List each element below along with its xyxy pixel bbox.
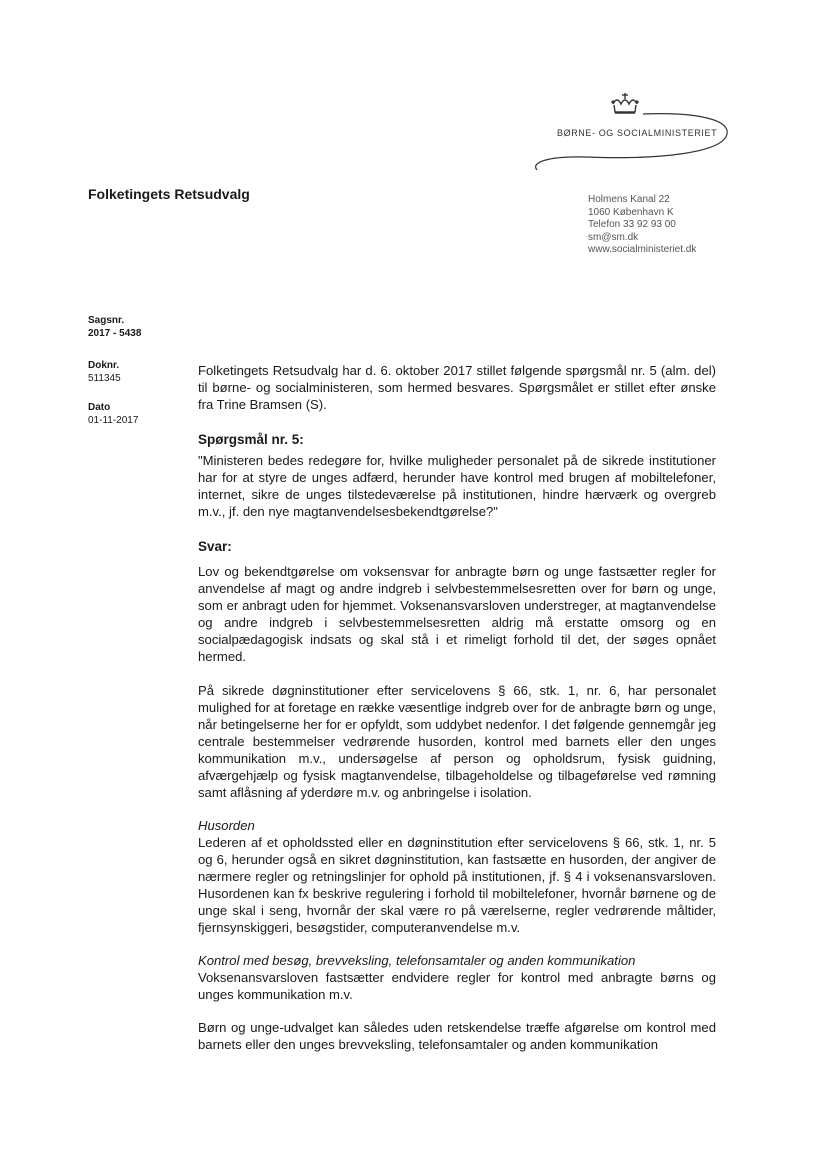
doknr-label: Doknr. (88, 360, 120, 371)
kontrol-heading: Kontrol med besøg, brevveksling, telefonsamtaler og anden kommunikation (198, 953, 636, 968)
answer-heading: Svar: (198, 539, 232, 554)
ministry-logo (525, 90, 730, 170)
ministry-address (588, 194, 696, 257)
intro-paragraph: Folketingets Retsudvalg har d. 6. oktober 2017 stillet følgende spørgsmål nr. 5 (alm. del) til børne- og socialministeren, som hermed besvares. Spørgsmålet er stillet efter ønske fra Trine Bramsen (S). (198, 363, 716, 412)
address-website[interactable]: www.socialministeriet.dk (588, 244, 697, 255)
address-email[interactable]: sm@sm.dk (588, 231, 639, 243)
ministry-name: BØRNE- OG SOCIALMINISTERIET (557, 128, 718, 138)
address-street: Holmens Kanal 22 (588, 194, 670, 205)
question-heading: Spørgsmål nr. 5: (198, 432, 304, 447)
kontrol-paragraph: Voksenansvarsloven fastsætter endvidere regler for kontrol med anbragte børns og unges kommunikation m.v. (198, 970, 716, 1002)
answer-paragraph-1: Lov og bekendtgørelse om voksensvar for anbragte børn og unge fastsætter regler for anvendelse af magt og andre indgreb i selvbestemmelsesretten over for børn og unge, som er anbragt uden for hjemmet. Voksenansvarsloven understreger, at magtanvendelse og andre indgreb i selvbestemmelsesretten aldrig må erstatte omsorg og en socialpædagogisk indsats og skal stå i et rimeligt forhold til det, der søges opnået hermed. (198, 564, 716, 664)
dato-block (88, 401, 138, 427)
question-text: "Ministeren bedes redegøre for, hvilke muligheder personalet på de sikrede institutioner har for at styre de unges adfærd, herunder have kontrol med brugen af mobiltelefoner, internet, sikre de unges tilstedeværelse på institutionen, hindre hærværk og overgreb m.v., jf. den nye magtanvendelsesbekendtgørelse?" (198, 453, 716, 519)
dato-value: 01-11-2017 (88, 415, 139, 426)
doknr-block (88, 359, 121, 385)
dato-label: Dato (88, 402, 111, 413)
address-phone: Telefon 33 92 93 00 (588, 219, 676, 230)
udvalg-paragraph: Børn og unge-udvalget kan således uden retskendelse træffe afgørelse om kontrol med barnets eller den unges brevveksling, telefonsamtaler og anden kommunikation (198, 1020, 716, 1052)
address-city: 1060 København K (588, 206, 674, 218)
sagsnr-value: 2017 - 5438 (88, 328, 142, 339)
husorden-paragraph: Lederen af et opholdssted eller en døgninstitution efter servicelovens § 66, stk. 1, nr. 5 og 6, herunder også en sikret døgninstitution, kan fastsætte en husorden, der angiver de nærmere regler og retningslinjer for ophold på institutionen, jf. § 4 i voksenansvarsloven. Husordenen kan fx beskrive regulering i forhold til mobiltelefoner, hvornår børnene og de unge skal i seng, hvornår der skal være ro på værelserne, regler vedrørende måltider, fjernsynskiggeri, besøgstider, computeranvendelse m.v. (198, 835, 716, 935)
recipient-title: Folketingets Retsudvalg (88, 186, 250, 202)
husorden-heading: Husorden (198, 818, 255, 833)
sagsnr-block (88, 314, 141, 340)
doknr-value: 511345 (88, 373, 121, 384)
sagsnr-label: Sagsnr. (88, 315, 125, 326)
answer-paragraph-2: På sikrede døgninstitutioner efter servicelovens § 66, stk. 1, nr. 6, har personalet mulighed for at foretage en række væsentlige indgreb over for de anbragte børn og unge, når betingelserne her for er opfyldt, som uddybet nedenfor. I det følgende gennemgår jeg centrale bestemmelser vedrørende husorden, kontrol med barnets eller den unges kommunikation m.v., undersøgelse af person og opholdsrum, fysisk guidning, afværgehjælp og fysisk magtanvendelse, tilbageholdelse og tilbageførelse ved rømning samt aflåsning af yderdøre m.v. og anbringelse i isolation. (198, 683, 716, 800)
letter-body (198, 362, 716, 1053)
